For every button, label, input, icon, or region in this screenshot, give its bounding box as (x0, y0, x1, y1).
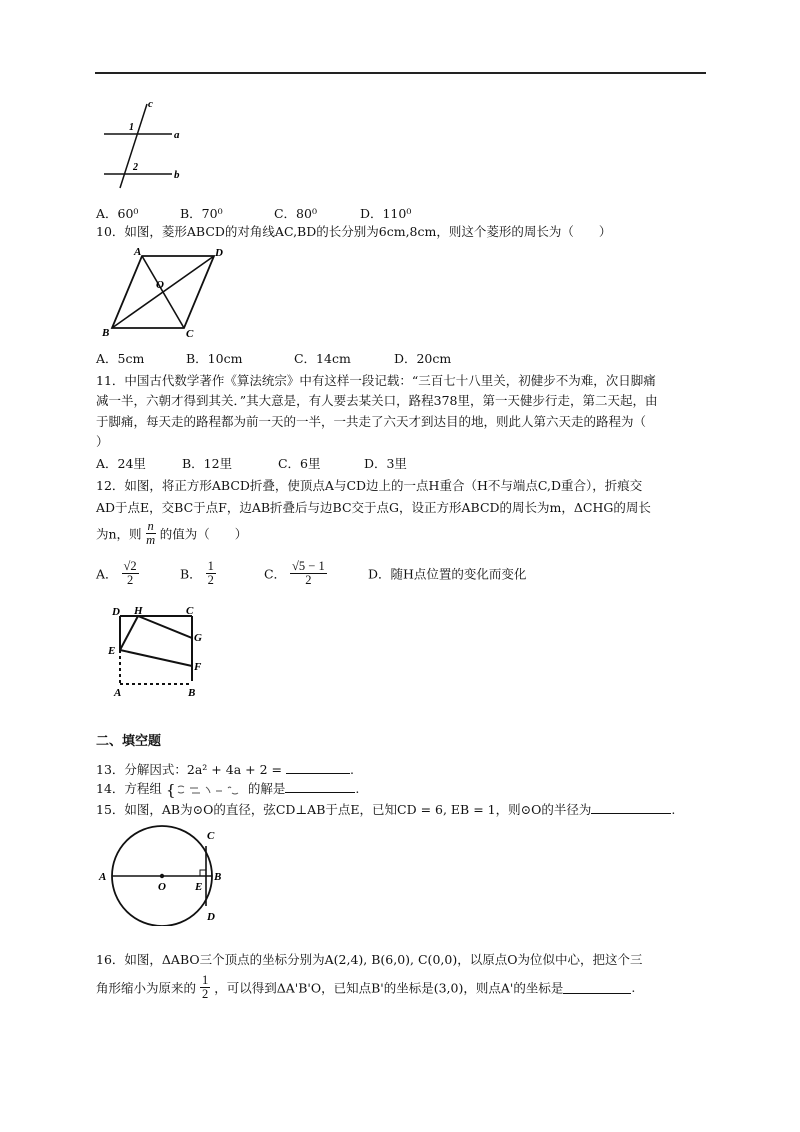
label-B: B (188, 687, 196, 699)
q12-option-a-frac (122, 560, 139, 587)
q11-line-2: 减一半，六朝才得到其关．”其大意是，有人要去某关口，路程378里，第一天健步行走，第二天起，由 (96, 393, 658, 408)
q16-frac-den: 2 (202, 987, 209, 1002)
q12-line-3b: 的值为（ ） (159, 526, 248, 542)
q11-option-c[interactable]: C．6里 (277, 456, 321, 471)
q16-tail: . (631, 980, 636, 996)
q13-text: 13．分解因式：2a² + 4a + 2 = (96, 762, 282, 777)
q13-tail: . (349, 762, 354, 777)
label-c: c (148, 98, 153, 110)
q10-option-a[interactable]: A．5cm (96, 351, 145, 366)
q12-option-a-label: A． (96, 566, 118, 582)
label-O: O (158, 881, 166, 893)
q9-option-a[interactable]: A．60⁰ (96, 206, 139, 221)
label-A: A (114, 687, 122, 699)
q12-option-b[interactable] (180, 560, 260, 587)
q12-option-a-den: 2 (126, 573, 134, 588)
label-D: D (215, 247, 223, 259)
label-C: C (186, 605, 194, 617)
q11-option-b[interactable]: B．12里 (181, 456, 233, 471)
q14 (96, 779, 359, 798)
q11-options (96, 454, 407, 472)
label-O: O (156, 279, 164, 291)
q9-option-c[interactable]: C．80⁰ (273, 206, 317, 221)
label-a: a (174, 129, 180, 141)
q14-tail: . (355, 781, 360, 796)
q9-options (96, 204, 411, 222)
q14-equation-system-image (166, 782, 244, 798)
section-title: 二、填空题 (96, 734, 162, 749)
q16-frac-num: 1 (202, 973, 209, 987)
angle-1: 1 (129, 122, 134, 133)
q12-option-b-label: B． (179, 566, 202, 582)
q12-options (96, 560, 526, 587)
q12-line-3 (96, 520, 247, 547)
q12-option-c[interactable] (264, 560, 364, 587)
line-c (120, 104, 147, 188)
q12-square-fold-figure (104, 604, 208, 700)
q12-option-c-num: √5 − 1 (292, 559, 325, 573)
label-H: H (134, 605, 143, 617)
q11-line-4: ） (96, 434, 109, 449)
q12-line-1: 12．如图，将正方形ABCD折叠，使顶点A与CD边上的一点H重合（H不与端点C,D重合），折痕交 (96, 478, 643, 493)
q9-option-b[interactable]: B．70⁰ (179, 206, 223, 221)
q12-option-c-frac (290, 560, 327, 587)
label-F: F (194, 661, 202, 673)
q16-line-2 (96, 974, 635, 1001)
label-A: A (99, 871, 107, 883)
label-G: G (194, 632, 202, 644)
q12-line-3a: 为n，则 (96, 526, 142, 542)
q11-line-3: 于脚痛，每天走的路程都为前一天的一半，一共走了六天才到达目的地，则此人第六天走的路程为（ (96, 414, 647, 429)
svg-text:{: { (165, 781, 176, 798)
q10-option-b[interactable]: B．10cm (185, 351, 243, 366)
q14-answer-blank[interactable] (285, 780, 355, 793)
label-D: D (112, 606, 120, 618)
q15-circle-figure (96, 822, 232, 926)
q10-stem: 10．如图，菱形ABCD的对角线AC,BD的长分别为6cm,8cm，则这个菱形的周长为（ ） (96, 224, 612, 239)
label-C: C (207, 830, 215, 842)
q11-option-a[interactable]: A．24里 (96, 456, 146, 471)
label-b: b (174, 169, 180, 181)
q9-figure (98, 98, 188, 194)
q12-option-b-den: 2 (207, 573, 214, 588)
q12-option-c-den: 2 (305, 573, 312, 588)
q10-option-d[interactable]: D．20cm (393, 351, 452, 366)
q12-option-a-num: √2 (123, 559, 137, 573)
q12-option-c-label: C． (263, 566, 287, 582)
q11-option-d[interactable]: D．3里 (363, 456, 407, 471)
q9-option-d[interactable]: D．110⁰ (359, 206, 412, 221)
q12-option-b-num: 1 (207, 559, 214, 573)
q10-rhombus-figure (96, 244, 228, 344)
q15-tail: . (671, 802, 676, 817)
label-C: C (186, 328, 194, 340)
q16-line-2b: ，可以得到ΔA'B'O，已知点B'的坐标是(3,0)，则点A'的坐标是 (214, 980, 564, 996)
q12-option-a[interactable] (96, 560, 176, 587)
q16-line-1: 16．如图，ΔABO三个顶点的坐标分别为A(2,4), B(6,0), C(0,0)，以原点O为位似中心，把这个三 (96, 952, 643, 967)
q12-option-d[interactable]: D．随H点位置的变化而变化 (367, 566, 527, 582)
q10-option-c[interactable]: C．14cm (293, 351, 351, 366)
label-B: B (214, 871, 222, 883)
q11-line-1: 11．中国古代数学著作《算法统宗》中有这样一段记载：“三百七十八里关，初健步不为难，次日脚痛 (96, 373, 656, 388)
q15-answer-blank[interactable] (591, 801, 671, 814)
label-E: E (195, 881, 203, 893)
q10-options (96, 349, 451, 367)
q13-answer-blank[interactable] (286, 761, 350, 774)
label-B: B (102, 327, 110, 339)
q13 (96, 760, 354, 778)
q12-frac-den: m (146, 533, 156, 548)
q14-text-before: 14．方程组 (96, 781, 162, 796)
q16-fraction-one-half (200, 974, 210, 1001)
label-A: A (134, 246, 142, 258)
q12-option-b-frac (206, 560, 216, 587)
label-E: E (108, 645, 116, 657)
q16-line-2a: 角形缩小为原来的 (96, 980, 197, 996)
q15-text: 15．如图，AB为⊙O的直径，弦CD⊥AB于点E，已知CD = 6, EB = 1，则⊙O的半径为 (96, 802, 592, 817)
header-rule (95, 72, 706, 74)
q12-fraction-n-over-m (146, 520, 156, 547)
q16-answer-blank[interactable] (563, 981, 631, 994)
q15 (96, 800, 675, 818)
q12-line-2: AD于点E，交BC于点F，边AB折叠后与边BC交于点G，设正方形ABCD的周长为m，ΔCHG的周长 (96, 500, 651, 515)
angle-2: 2 (133, 162, 138, 173)
q12-frac-num: n (147, 519, 154, 533)
q14-text-after: 的解是 (247, 781, 286, 796)
label-D: D (207, 911, 215, 923)
